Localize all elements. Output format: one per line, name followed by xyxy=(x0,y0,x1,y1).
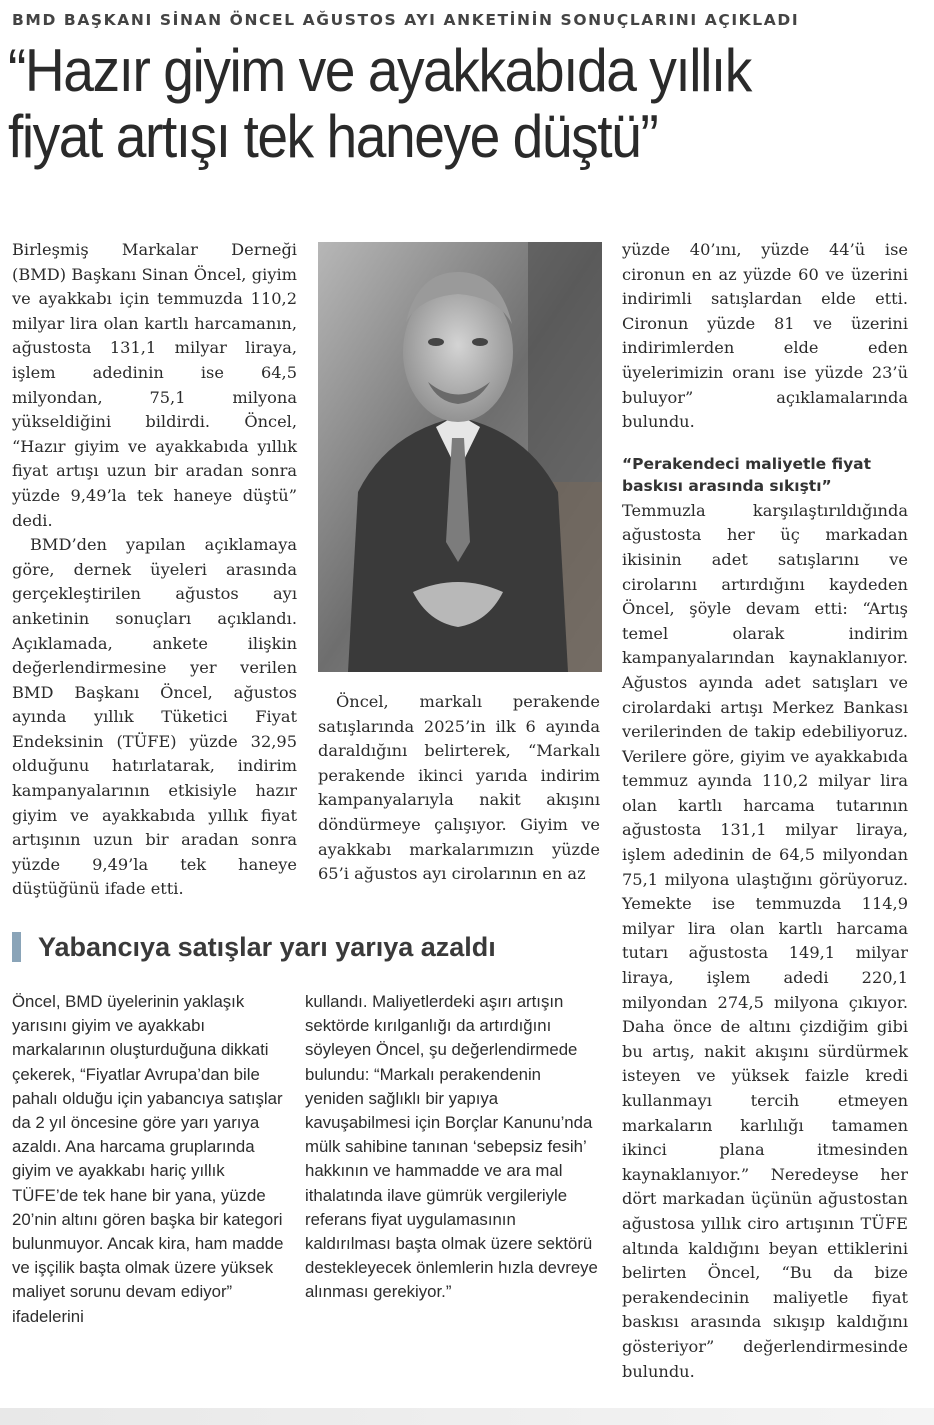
column-3-paragraph-2: Temmuzla karşılaştırıldığında ağustosta her üç markadan ikisinin adet satışlarını ve cirolarını artırdığını kaydeden Öncel, şöyle devam etti: “Artış temel olarak indirim kampanyalarından kaynaklanıyor. Ağustos ayında adet satışları ve cirolardaki artışı Merkez Bankası verilerinden de takip edebiliyoruz. Verilere göre, giyim ve ayakkabıda temmuz ayında 110,2 milyar lira olan kartlı harcama tutarının ağustosta 131,1 milyar liraya, işlem adedinin de 64,5 milyondan 75,1 milyona ulaştığını görüyoruz. Yemekte ise temmuzda 114,9 milyar lira olan kartlı harcama tutarı ağustosta 149,1 milyar liraya, işlem adedi 220,1 milyondan 274,5 milyona çıkıyor. Daha önce de altını çizdiğim gibi bu artış, nakit akışını sürdürmek isteyen ve yüksek faizle kredi kullanmayı tercih etmeyen markaların karlılığı tamamen ikinci plana itmesinden kaynaklanıyor.” Neredeyse her dört markadan üçünün ağustostan ağustosa yıllık ciro artışının TÜFE altında kaldığını beyan ettiklerini belirten Öncel, “Bu da bize perakendecinin maliyetle fiyat baskısı arasında sıkışıp kaldığını gösteriyor” değerlendirmesinde bulundu. xyxy=(622,500,908,1381)
article-column-3 xyxy=(622,238,908,1384)
column-3-subheading: “Perakendeci maliyetle fiyat baskısı arasında sıkıştı” xyxy=(622,454,872,495)
section-header xyxy=(12,928,607,968)
column-1-paragraph-1: Birleşmiş Markalar Derneği (BMD) Başkanı Sinan Öncel, giyim ve ayakkabı için temmuzda 110,2 milyar lira olan kartlı harcamanın, ağustosta 131,1 milyar liraya, işlem adedinin ise 64,5 milyondan, 75,1 milyona yükseldiğini bildirdi. Öncel, “Hazır giyim ve ayakkabıda yıllık fiyat artışı uzun bir aradan sonra yüzde 9,49’la tek haneye düştü” dedi. xyxy=(12,240,297,530)
article-column-2 xyxy=(318,690,600,887)
article-headline xyxy=(8,38,854,170)
article-kicker: BMD BAŞKANI SİNAN ÖNCEL AĞUSTOS AYI ANKETİNİN SONUÇLARINI AÇIKLADI xyxy=(12,11,800,29)
section-column-1 xyxy=(12,990,292,1329)
section-bar-accent xyxy=(12,932,21,962)
section-column-2-text: kullandı. Maliyetlerdeki aşırı artışın sektörde kırılganlığı da artırdığını söyleyen Öncel, şu değerlendirmede bulundu: “Markalı perakendenin yeniden sağlıklı bir yapıya kavuşabilmesi için Borçlar Kanunu’nda mülk sahibine tanınan ‘sebepsiz fesih’ hakkının ve hammadde ve ara mal ithalatında ilave gümrük vergileriyle referans fiyat uygulamasının kaldırılması başta olmak üzere sektörü destekleyecek önlemlerin hızla devreye alınması gerekiyor.” xyxy=(305,992,598,1302)
headline-line-2: fiyat artışı tek haneye düştü” xyxy=(8,103,658,170)
article-column-1 xyxy=(12,238,297,902)
column-1-paragraph-2: BMD’den yapılan açıklamaya göre, dernek üyeleri arasında gerçekleştirilen ağustos ayı anketinin sonuçları açıklandı. Açıklamada, ankete ilişkin değerlendirmesine yer verilen BMD Başkanı Öncel, ağustos ayında yıllık Tüketici Fiyat Endeksinin (TÜFE) yüzde 32,95 olduğunu hatırlatarak, indirim kampanyalarının etkisiyle hazır giyim ve ayakkabıda yıllık fiyat artışının uzun bir aradan sonra yüzde 9,49’la tek haneye düştüğünü ifade etti. xyxy=(12,535,297,899)
column-2-paragraph-1: Öncel, markalı perakende satışlarında 2025’in ilk 6 ayında daraldığını belirterek, “Markalı perakende ikinci yarıda indirim kampanyalarıyla nakit akışını döndürmeye çalışıyor. Giyim ve ayakkabı markalarımızın yüzde 65’i ağustos ayı cirolarının en az xyxy=(318,692,600,884)
section-title: Yabancıya satışlar yarı yarıya azaldı xyxy=(38,932,496,962)
column-3-paragraph-1: yüzde 40’ını, yüzde 44’ü ise cironun en az yüzde 60 ve üzerini indirimli satışlardan elde etti. Cironun yüzde 81 ve üzerini indirimlerden elde eden üyelerimizin oranı ise yüzde 23’ü buluyor” açıklamalarında bulundu. xyxy=(622,240,908,432)
portrait-photo xyxy=(318,242,602,672)
page-bottom-edge xyxy=(0,1408,934,1425)
section-column-2 xyxy=(305,990,600,1305)
section-column-1-text: Öncel, BMD üyelerinin yaklaşık yarısını giyim ve ayakkabı markalarının oluşturduğuna dikkati çekerek, “Fiyatlar Avrupa’dan bile pahalı olduğu için yabancıya satışlar da 2 yıl öncesine göre yarı yarıya azaldı. Ana harcama gruplarında giyim ve ayakkabı hariç yıllık TÜFE’de tek hane bir yana, yüzde 20’nin altını gören başka bir kategori bulunmuyor. Ancak kira, ham madde ve işçilik başta olmak üzere yüksek maliyet sorunu devam ediyor” ifadelerini xyxy=(12,992,284,1326)
headline-line-1: “Hazır giyim ve ayakkabıda yıllık xyxy=(8,37,751,104)
portrait-illustration xyxy=(318,242,602,672)
